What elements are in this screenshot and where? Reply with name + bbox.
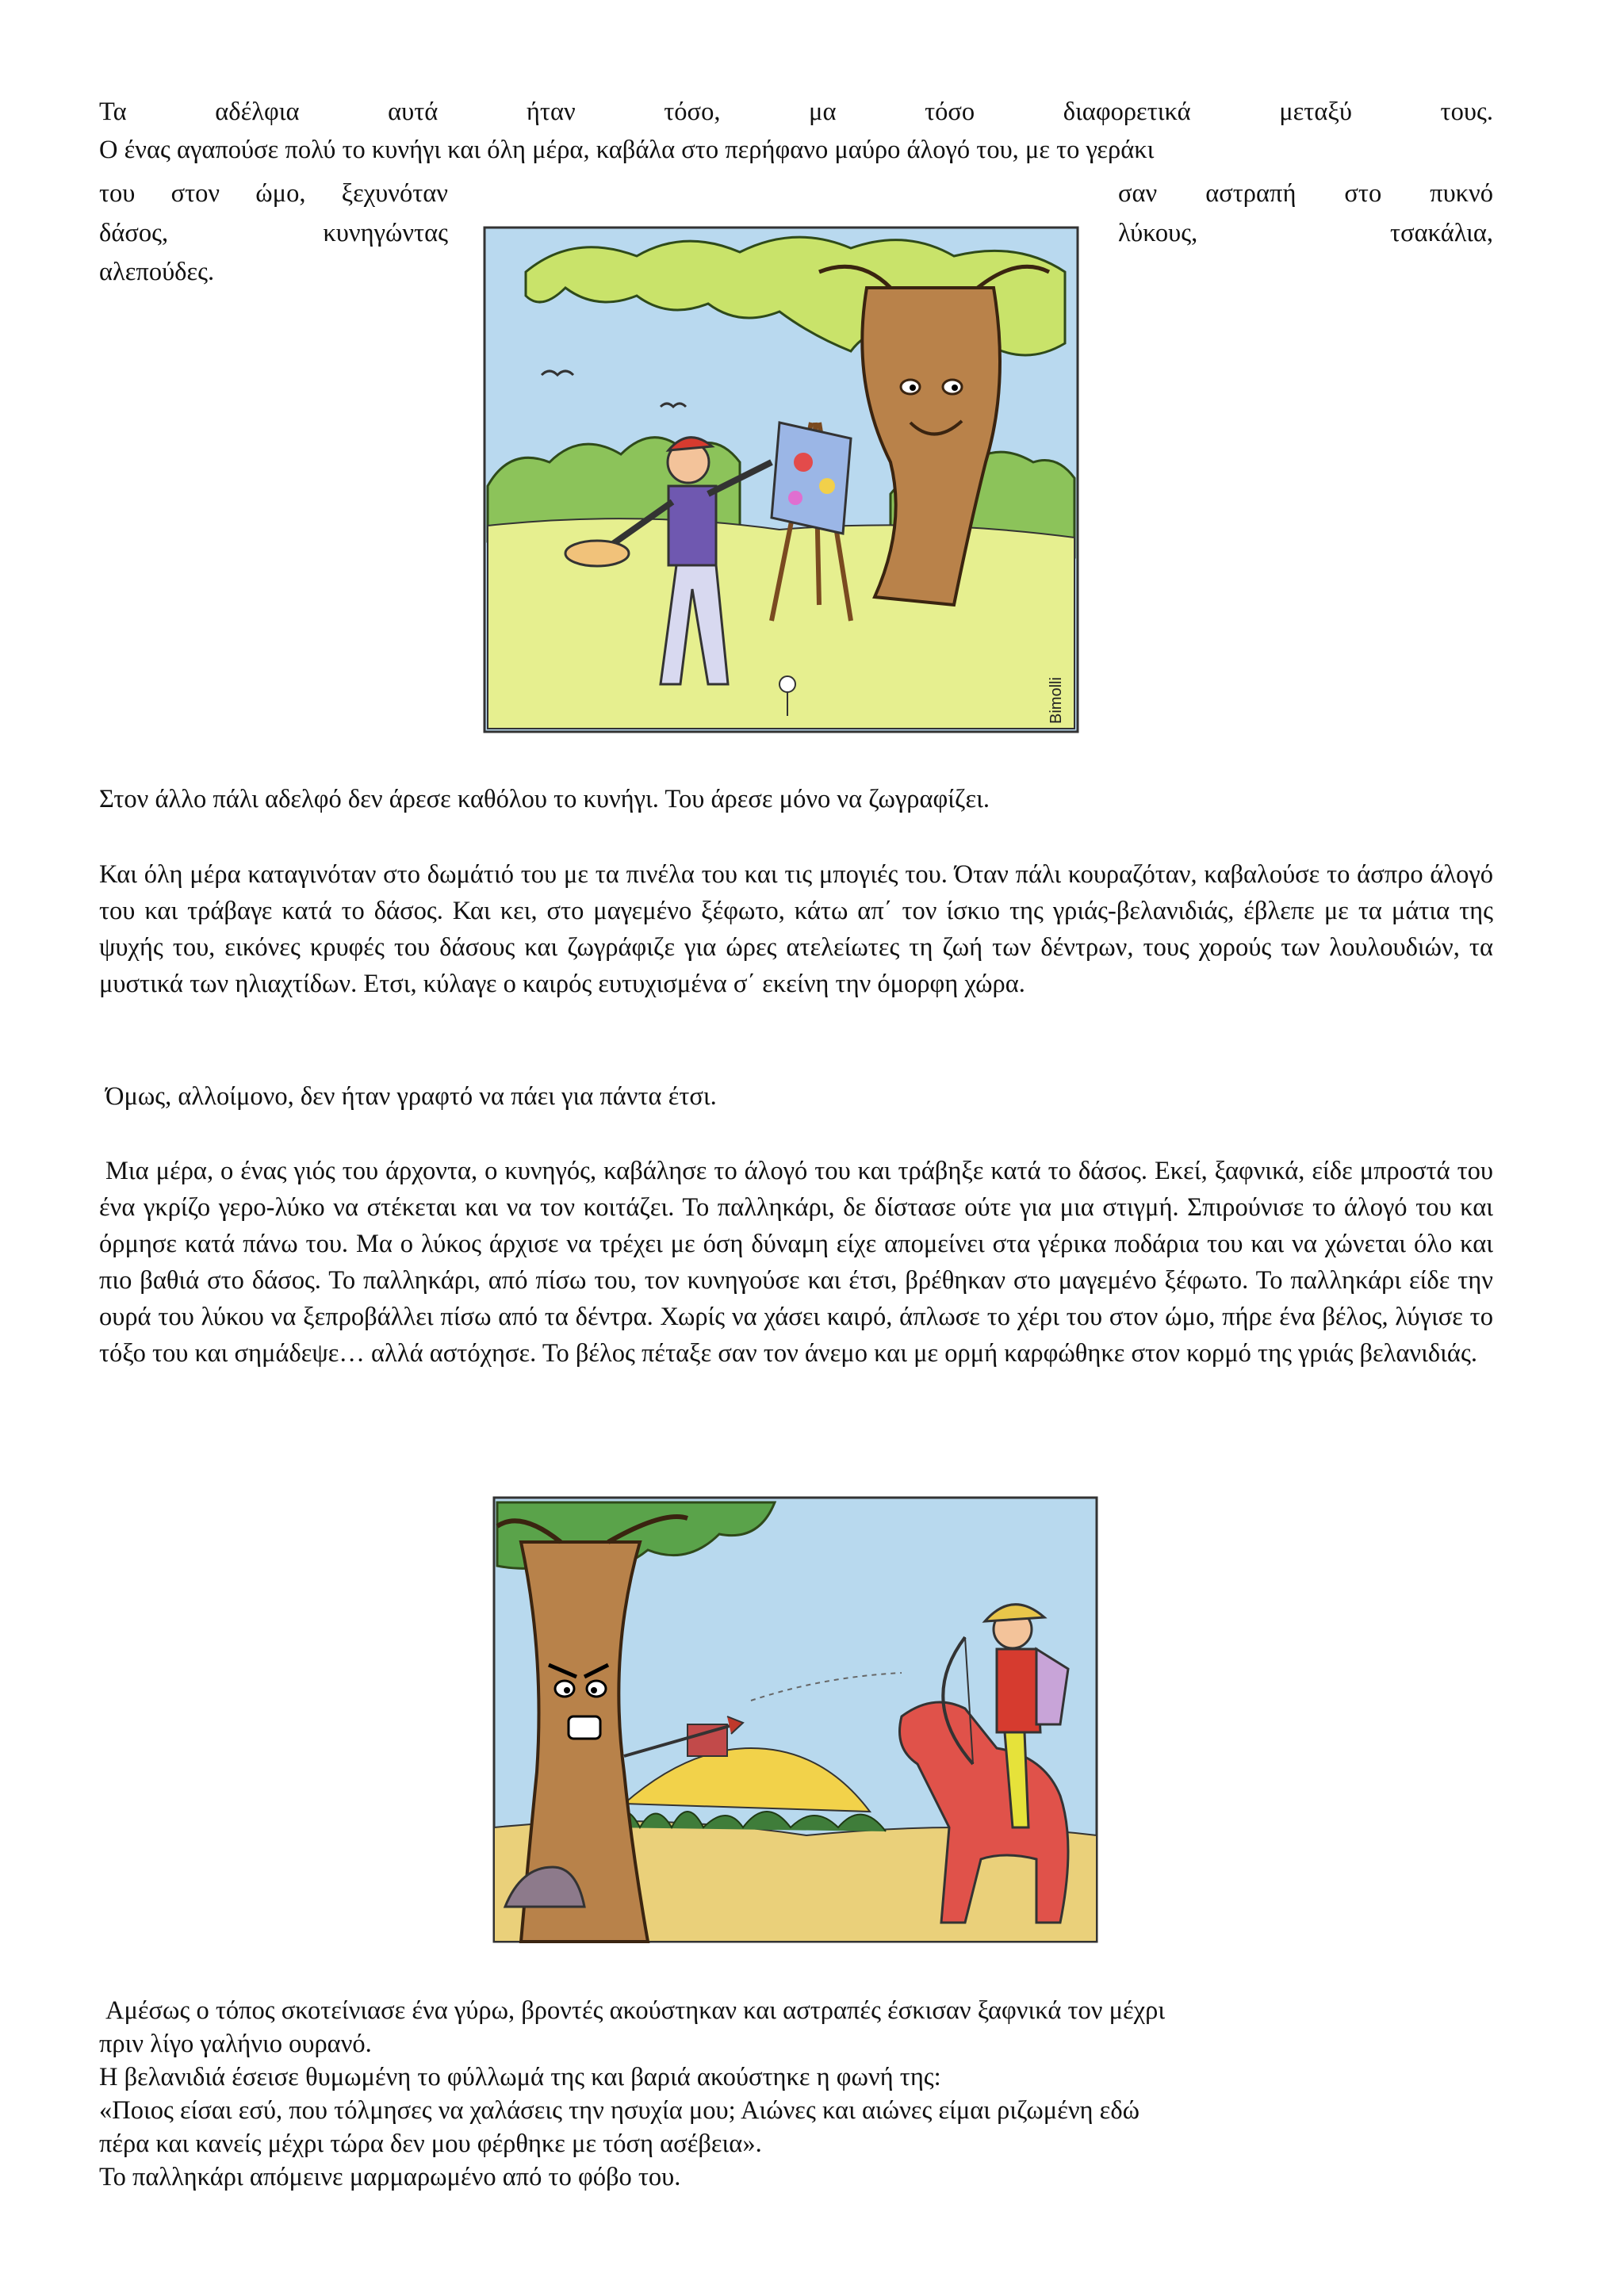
ending-line-5: πέρα και κανείς μέχρι τώρα δεν μου φέρθηκε με τόση ασέβεια».	[99, 2130, 762, 2158]
ending-line-1: Αμέσως ο τόπος σκοτείνιασε ένα γύρω, βροντές ακούστηκαν και αστραπές έσκισαν ξαφνικά τον μέχρι	[105, 1996, 1166, 2025]
intro-line-4-right	[1118, 215, 1493, 251]
intro-line-3-right	[1118, 175, 1493, 212]
word: αστραπή	[1205, 179, 1297, 208]
word: κυνηγώντας	[323, 219, 448, 247]
word: Τα	[99, 98, 127, 126]
intro-line-1	[99, 94, 1493, 130]
intro-line-2: Ο ένας αγαπούσε πολύ το κυνήγι και όλη μέρα, καβάλα στο περήφανο μαύρο άλογό του, με το γεράκι	[99, 136, 1155, 164]
word: στο	[1344, 179, 1382, 208]
word: τόσο,	[664, 98, 721, 126]
word: διαφορετικά	[1063, 98, 1191, 126]
paragraph-second-brother: Στον άλλο πάλι αδελφό δεν άρεσε καθόλου το κυνήγι. Του άρεσε μόνο να ζωγραφίζει.	[99, 785, 990, 813]
word: στον	[170, 179, 220, 208]
intro-line-3-left	[99, 175, 448, 212]
intro-line-4-left	[99, 215, 448, 251]
word: πυκνό	[1430, 179, 1493, 208]
word: του	[99, 179, 136, 208]
word: δάσος,	[99, 219, 169, 247]
word: μα	[809, 98, 837, 126]
paragraph-all-day: Και όλη μέρα καταγινόταν στο δωμάτιό του με τα πινέλα του και τις μπογιές του. Όταν πάλι κουραζόταν, καβαλούσε το άσπρο άλογό του και τράβαγε κατά το δάσος. Και κει, στο μαγεμένο ξέφωτο, κάτω απ΄ τον ίσκιο της γριάς-βελανιδιάς, έβλεπε με τα μάτια της ψυχής του, εικόνες κρυφές του δάσους και ζωγράφιζε για ώρες ατελείωτες τη ζωή των δέντρων, τους χορούς των λουλουδιών, τα μυστικά των ηλιαχτίδων. Ετσι, κύλαγε ο καιρός ευτυχισμένα σ΄ εκείνη την όμορφη χώρα.	[99, 860, 1493, 998]
word: ώμο,	[255, 179, 306, 208]
word: τους.	[1440, 98, 1493, 126]
hunter-illustration	[489, 1494, 1102, 1945]
word: αυτά	[388, 98, 439, 126]
word: αδέλφια	[215, 98, 300, 126]
word: ξεχυνόταν	[341, 179, 448, 208]
word: μεταξύ	[1279, 98, 1352, 126]
paragraph-alas: Όμως, αλλοίμονο, δεν ήταν γραφτό να πάει για πάντα έτσι.	[105, 1082, 717, 1111]
painter-illustration	[478, 224, 1086, 736]
illustration-signature: Bimolli	[1048, 677, 1065, 724]
word: λύκους,	[1118, 219, 1198, 247]
ending-line-2: πριν λίγο γαλήνιο ουρανό.	[99, 2030, 372, 2058]
intro-line-5: αλεπούδες.	[99, 258, 215, 286]
ending-line-4: «Ποιος είσαι εσύ, που τόλμησες να χαλάσεις την ησυχία μου; Αιώνες και αιώνες είμαι ριζωμένη εδώ	[99, 2096, 1140, 2125]
ending-line-6: Το παλληκάρι απόμεινε μαρμαρωμένο από το φόβο του.	[99, 2163, 681, 2191]
word: τόσο	[925, 98, 975, 126]
paragraph-one-day: Μια μέρα, ο ένας γιός του άρχοντα, ο κυνηγός, καβάλησε το άλογό του και τράβηξε κατά το δάσος. Εκεί, ξαφνικά, είδε μπροστά του ένα γκρίζο γερο-λύκο να στέκεται και να τον κοιτάζει. Το παλληκάρι, δε δίστασε ούτε για μια στιγμή. Σπιρούνισε το άλογό του και όρμησε κατά πάνω του. Μα ο λύκος άρχισε να τρέχει με όση δύναμη είχε απομείνει στα γέρικα ποδάρια του και να χώνεται όλο και πιο βαθιά στο δάσος. Το παλληκάρι, από πίσω του, τον κυνηγούσε και έτσι, βρέθηκαν στο μαγεμένο ξέφωτο. Το παλληκάρι είδε την ουρά του λύκου να ξεπροβάλλει πίσω από τα δέντρα. Χωρίς να χάσει καιρό, άπλωσε το χέρι του στον ώμο, πήρε ένα βέλος, λύγισε το τόξο του και σημάδεψε… αλλά αστόχησε. Το βέλος πέταξε σαν τον άνεμο και με ορμή καρφώθηκε στον κορμό της γριάς βελανιδιάς.	[99, 1157, 1493, 1368]
ending-block	[99, 1994, 1493, 2194]
word: ήταν	[526, 98, 576, 126]
word: τσακάλια,	[1390, 219, 1493, 247]
ending-line-3: Η βελανιδιά έσεισε θυμωμένη το φύλλωμά της και βαριά ακούστηκε η φωνή της:	[99, 2063, 941, 2091]
word: σαν	[1118, 179, 1158, 208]
